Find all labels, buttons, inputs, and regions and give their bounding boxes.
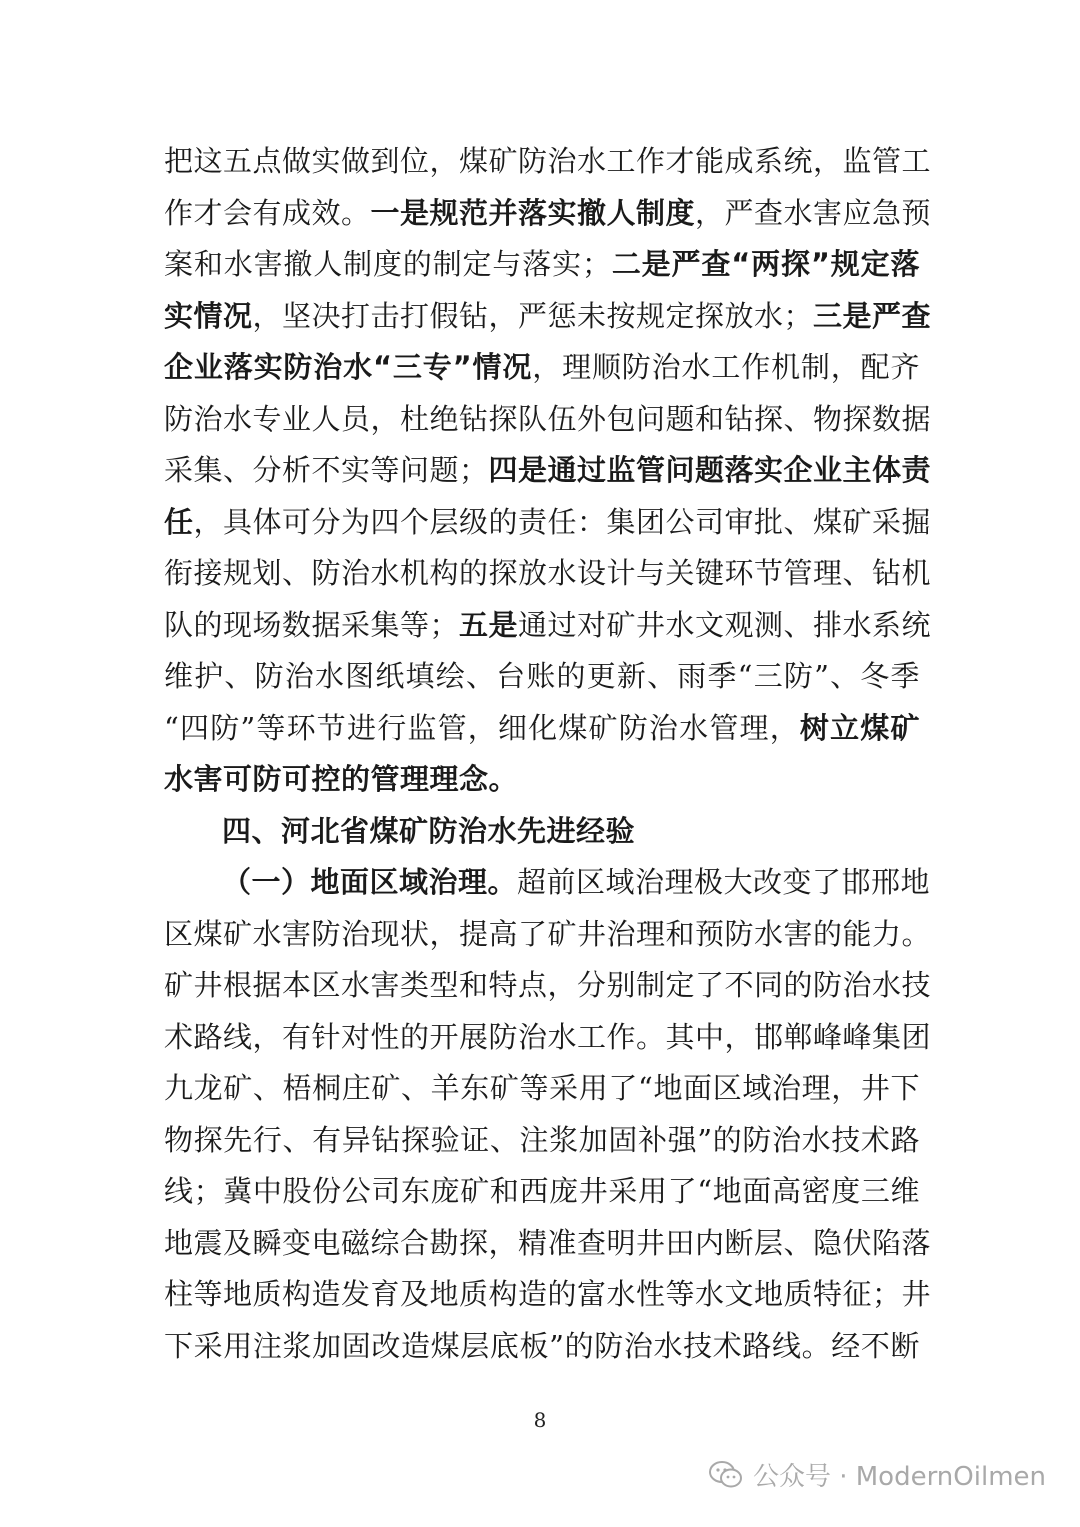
text-segment: 线；冀中股份公司东庞矿和西庞井采用了“地面高密度三维 (164, 1174, 920, 1208)
text-segment: ，坚决打击打假钻，严惩未按规定探放水； (252, 298, 814, 333)
text-line (164, 342, 920, 394)
bold-text: （一）地面区域治理。 (222, 865, 518, 899)
text-line (164, 394, 932, 446)
bold-text: 树立煤矿 (799, 710, 920, 745)
text-segment: ，具体可分为四个层级的责任：集团公司审批、煤矿采掘 (193, 504, 932, 539)
watermark-text: 公众号 · ModernOilmen (752, 1462, 1046, 1492)
text-line (164, 960, 932, 1012)
text-segment: 下采用注浆加固改造煤层底板”的防治水技术路线。经不断 (164, 1328, 920, 1363)
text-line (164, 239, 920, 291)
text-line (164, 548, 932, 600)
text-line (164, 1063, 920, 1115)
text-segment: 术路线，有针对性的开展防治水工作。其中，邯郸峰峰集团 (164, 1019, 932, 1054)
text-segment: 案和水害撤人制度的制定与落实； (164, 247, 612, 281)
text-segment: 维护、防治水图纸填绘、台账的更新、雨季“三防”、冬季 (164, 659, 920, 693)
text-line (164, 1269, 932, 1321)
bold-text: 三是严查 (813, 298, 932, 333)
text-segment: “四防”等环节进行监管，细化煤矿防治水管理， (164, 710, 800, 745)
paragraph-surface-treatment (164, 857, 932, 1372)
text-line (164, 188, 932, 240)
bold-text: 水害可防可控的管理理念。 (164, 762, 519, 796)
text-line (164, 1012, 932, 1064)
document-page (164, 136, 932, 1372)
text-segment: 区煤矿水害防治现状，提高了矿井治理和预防水害的能力。 (164, 916, 932, 951)
text-segment: ，严查水害应急预 (695, 195, 932, 230)
paragraph-supervision (164, 136, 932, 806)
text-segment: 队的现场数据采集等； (164, 607, 460, 642)
text-segment: 柱等地质构造发育及地质构造的富水性等水文地质特征；井 (164, 1277, 932, 1311)
text-line (164, 1115, 920, 1167)
text-segment: 超前区域治理极大改变了邯邢地 (517, 865, 931, 899)
page-number: 8 (533, 1408, 547, 1432)
text-line (164, 703, 920, 755)
bold-text: 一是规范并落实撤人制度 (370, 195, 696, 230)
bold-text: 四是通过监管问题落实企业主体责 (488, 453, 932, 487)
text-line (164, 1321, 920, 1373)
text-line (164, 1218, 932, 1270)
text-line (164, 1166, 920, 1218)
text-line (164, 497, 932, 549)
bold-text: 实情况 (164, 298, 253, 333)
bold-text: 企业落实防治水“三专”情况 (164, 350, 533, 384)
wechat-icon (709, 1460, 743, 1490)
section-heading: 四、河北省煤矿防治水先进经验 (222, 813, 636, 848)
text-line (164, 909, 932, 961)
text-line (164, 291, 932, 343)
text-segment: 物探先行、有异钻探验证、注浆加固补强”的防治水技术路 (164, 1122, 920, 1157)
text-line (164, 651, 920, 703)
text-line (164, 600, 932, 652)
text-segment: 九龙矿、梧桐庄矿、羊东矿等采用了“地面区域治理，井下 (164, 1071, 920, 1105)
text-segment: 把这五点做实做到位，煤矿防治水工作才能成系统，监管工 (164, 144, 932, 178)
text-line (164, 857, 931, 909)
text-segment: 作才会有成效。 (164, 195, 371, 230)
text-line (164, 754, 920, 806)
text-line (164, 136, 932, 188)
text-segment: 衔接规划、防治水机构的探放水设计与关键环节管理、钻机 (164, 556, 932, 590)
text-segment: ，理顺防治水工作机制，配齐 (532, 350, 920, 384)
watermark (709, 1456, 1046, 1493)
bold-text: 任 (164, 504, 194, 539)
text-line (164, 445, 932, 497)
text-segment: 矿井根据本区水害类型和特点，分别制定了不同的防治水技 (164, 968, 932, 1002)
text-segment: 通过对矿井水文观测、排水系统 (518, 607, 932, 642)
bold-text: 二是严查“两探”规定落 (611, 247, 920, 281)
text-segment: 地震及瞬变电磁综合勘探，精准查明井田内断层、隐伏陷落 (164, 1225, 932, 1260)
text-segment: 防治水专业人员，杜绝钻探队伍外包问题和钻探、物探数据 (164, 401, 932, 436)
bold-text: 五是 (459, 607, 519, 642)
text-segment: 采集、分析不实等问题； (164, 453, 489, 487)
